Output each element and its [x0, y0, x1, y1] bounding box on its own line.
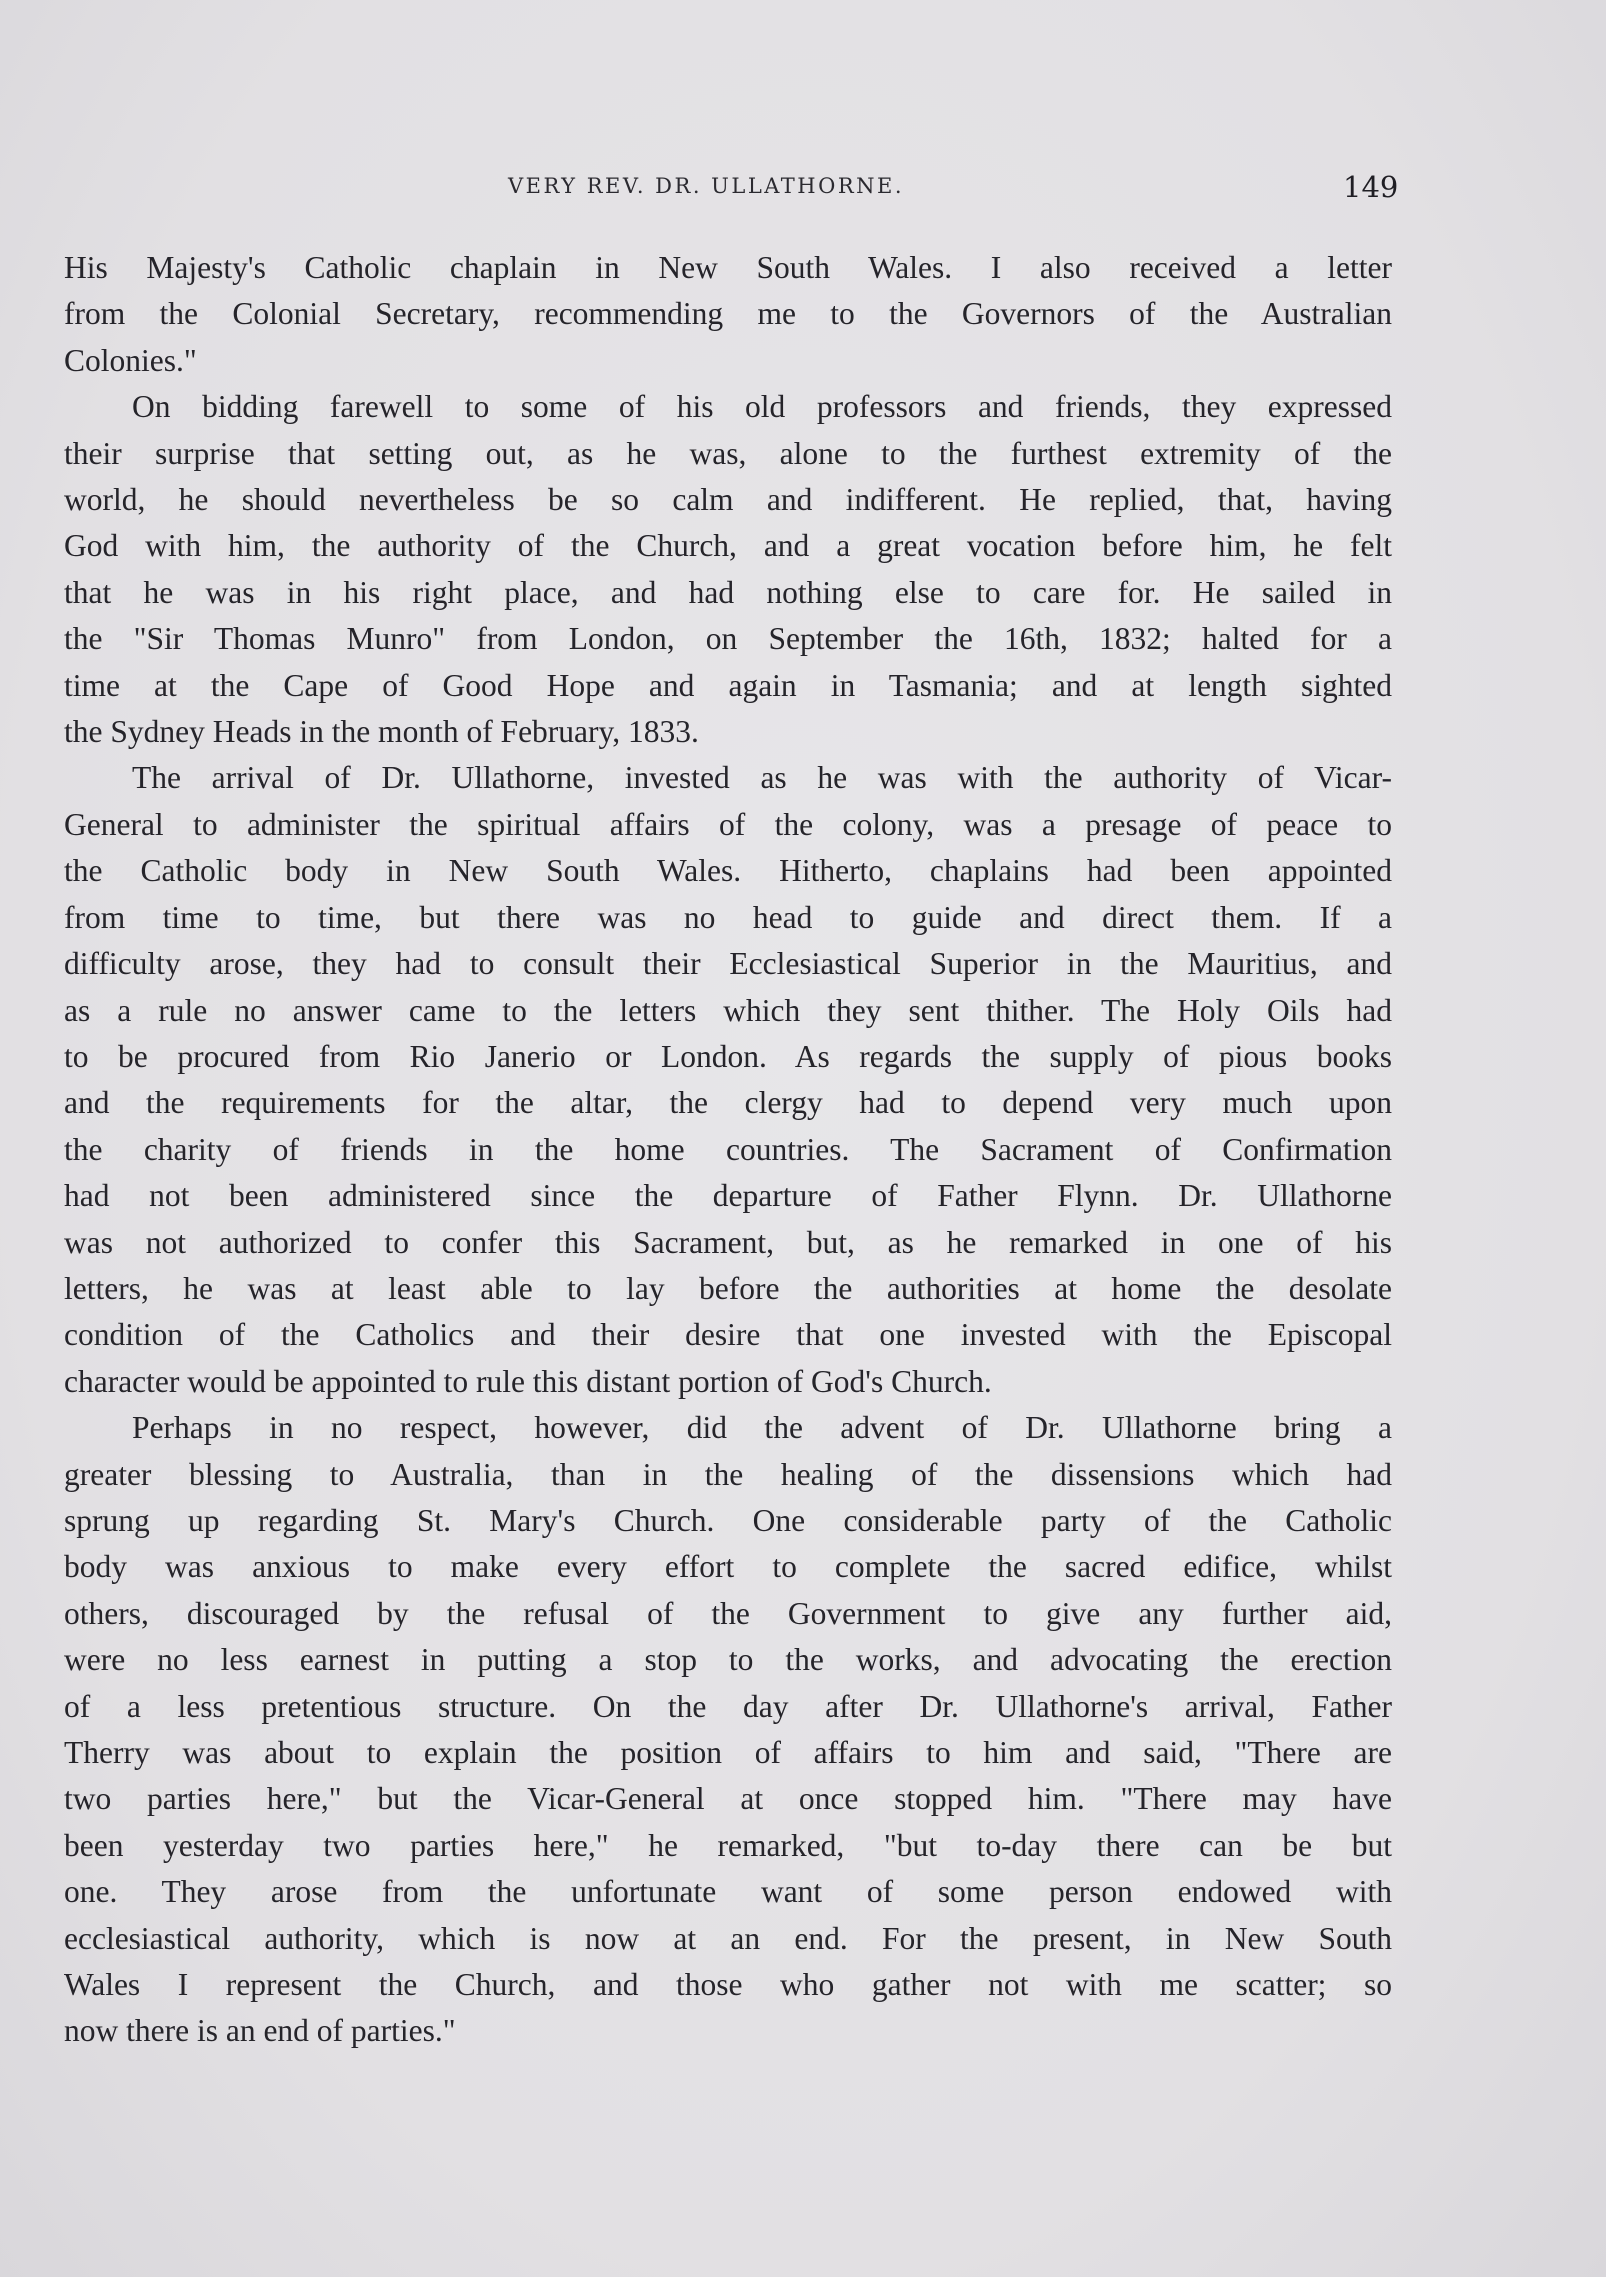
text-line: the "Sir Thomas Munro" from London, on September the 16th, 1832; halted for a: [64, 621, 1392, 657]
text-line: time at the Cape of Good Hope and again in Tasmania; and at length sighted: [64, 667, 1392, 703]
text-line: of a less pretentious structure. On the day after Dr. Ullathorne's arrival, Father: [64, 1688, 1392, 1724]
text-line: the charity of friends in the home countries. The Sacrament of Confirmation: [64, 1131, 1392, 1167]
running-title: VERY REV. DR. ULLATHORNE.: [508, 174, 905, 198]
text-line: God with him, the authority of the Church, and a great vocation before him, he felt: [64, 528, 1392, 564]
text-line: Perhaps in no respect, however, did the advent of Dr. Ullathorne bring a: [132, 1410, 1392, 1446]
text-line: others, discouraged by the refusal of the Government to give any further aid,: [64, 1595, 1392, 1631]
text-line: letters, he was at least able to lay before the authorities at home the desolate: [64, 1270, 1392, 1306]
body-text: [64, 245, 1392, 2055]
text-line: Therry was about to explain the position of affairs to him and said, "There are: [64, 1735, 1392, 1770]
paragraph-1: [64, 245, 1392, 384]
text-line: one. They arose from the unfortunate want of some person endowed with: [64, 1874, 1392, 1910]
paragraph-4: [64, 1405, 1392, 2055]
text-line: difficulty arose, they had to consult their Ecclesiastical Superior in the Mauritius, and: [64, 946, 1392, 982]
text-line: body was anxious to make every effort to complete the sacred edifice, whilst: [64, 1549, 1392, 1585]
text-line: were no less earnest in putting a stop to the works, and advocating the erection: [64, 1642, 1392, 1678]
text-line: sprung up regarding St. Mary's Church. One considerable party of the Catholic: [64, 1502, 1392, 1538]
paragraph-3: [64, 755, 1392, 1405]
text-line: the Catholic body in New South Wales. Hitherto, chaplains had been appointed: [64, 853, 1392, 889]
text-line: from the Colonial Secretary, recommending me to the Governors of the Australian: [64, 296, 1392, 332]
text-line: now there is an end of parties.": [64, 2013, 456, 2049]
text-line: the Sydney Heads in the month of February, 1833.: [64, 714, 699, 750]
text-line: condition of the Catholics and their desire that one invested with the Episcopal: [64, 1317, 1392, 1353]
text-line: ecclesiastical authority, which is now at an end. For the present, in New South: [64, 1920, 1392, 1956]
text-line: from time to time, but there was no head to guide and direct them. If a: [64, 899, 1392, 935]
text-line: Colonies.": [64, 342, 197, 378]
text-line: that he was in his right place, and had nothing else to care for. He sailed in: [64, 574, 1392, 610]
text-line: two parties here," but the Vicar-General at once stopped him. "There may have: [64, 1781, 1392, 1817]
text-line: On bidding farewell to some of his old professors and friends, they expressed: [132, 389, 1392, 425]
text-line: been yesterday two parties here," he remarked, "but to-day there can be but: [64, 1827, 1392, 1863]
text-line: character would be appointed to rule this distant portion of God's Church.: [64, 1363, 992, 1399]
page-number: 149: [1343, 170, 1399, 204]
paragraph-2: [64, 384, 1392, 755]
text-line: greater blessing to Australia, than in the healing of the dissensions which had: [64, 1456, 1392, 1492]
text-line: was not authorized to confer this Sacrament, but, as he remarked in one of his: [64, 1224, 1392, 1260]
text-line: and the requirements for the altar, the clergy had to depend very much upon: [64, 1085, 1392, 1121]
running-head: [0, 172, 1606, 212]
text-line: had not been administered since the departure of Father Flynn. Dr. Ullathorne: [64, 1178, 1392, 1214]
text-line: Wales I represent the Church, and those who gather not with me scatter; so: [64, 1967, 1392, 2003]
text-line: General to administer the spiritual affairs of the colony, was a presage of peace to: [64, 806, 1392, 842]
text-line: The arrival of Dr. Ullathorne, invested as he was with the authority of Vicar-: [132, 760, 1392, 796]
text-line: world, he should nevertheless be so calm and indifferent. He replied, that, having: [64, 482, 1392, 518]
text-line: as a rule no answer came to the letters which they sent thither. The Holy Oils had: [64, 992, 1392, 1028]
text-line: His Majesty's Catholic chaplain in New South Wales. I also received a letter: [64, 250, 1392, 285]
text-line: their surprise that setting out, as he was, alone to the furthest extremity of the: [64, 435, 1392, 471]
text-line: to be procured from Rio Janerio or London. As regards the supply of pious books: [64, 1038, 1392, 1074]
